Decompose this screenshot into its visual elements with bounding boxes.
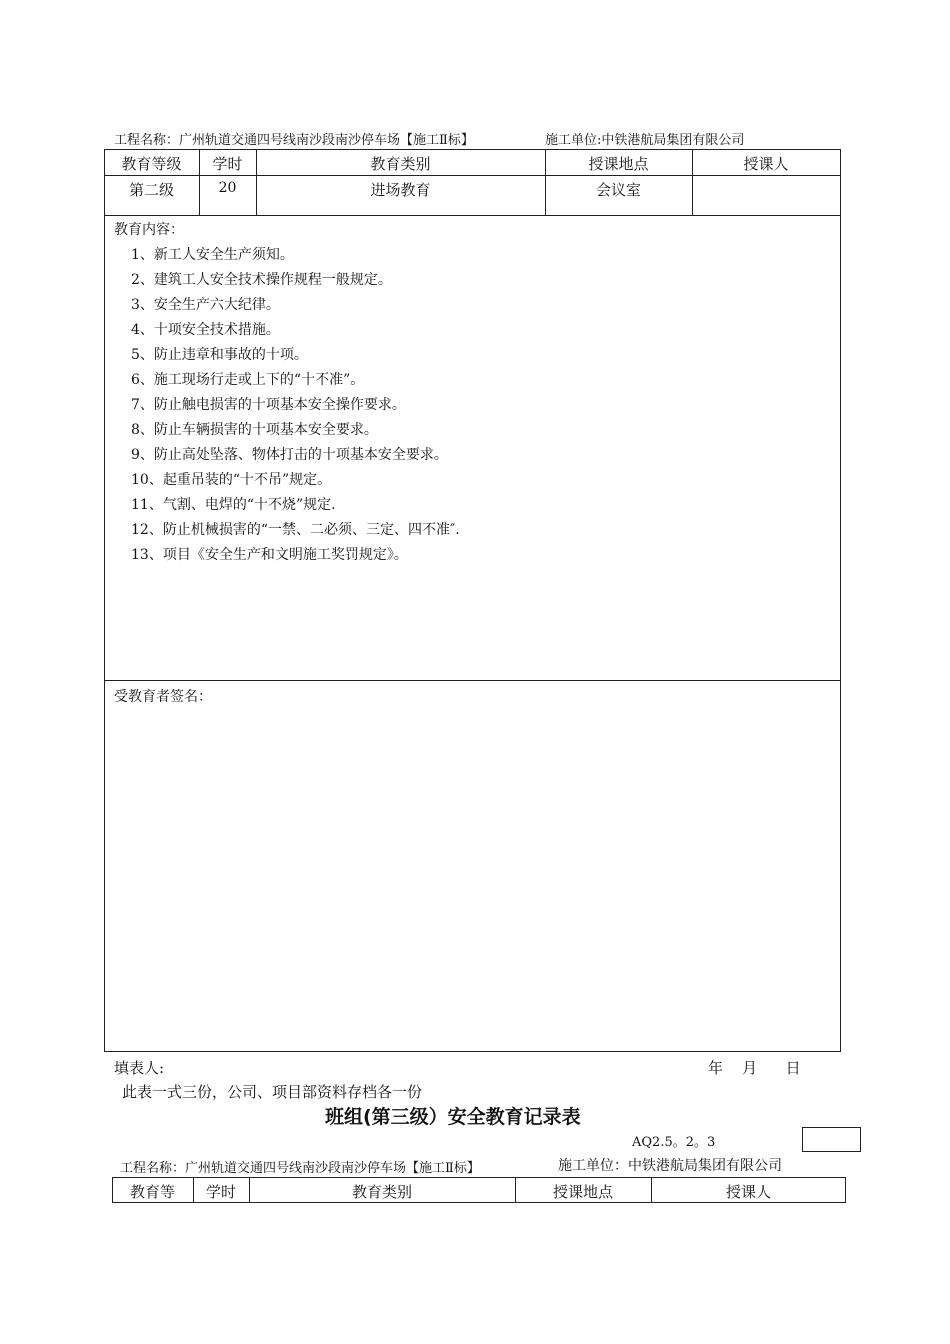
header-education-type: 教育类别 — [370, 155, 431, 173]
header-hours: 学时 — [212, 155, 243, 173]
construction-unit-label: 施工单位:中铁港航局集团有限公司 — [545, 133, 745, 148]
content-item: 13、项目《安全生产和文明施工奖罚规定》。 — [131, 547, 408, 563]
content-item: 9、防止高处坠落、物体打击的十项基本安全要求。 — [131, 447, 448, 463]
content-item: 5、防止违章和事故的十项。 — [131, 347, 308, 363]
value-hours: 20 — [218, 180, 237, 196]
table-divider — [104, 680, 840, 681]
content-heading: 教育内容： — [114, 222, 184, 238]
table-divider — [104, 175, 840, 176]
content-item: 3、安全生产六大纪律。 — [131, 297, 280, 313]
content-item: 8、防止车辆损害的十项基本安全要求。 — [131, 422, 378, 438]
signature-label: 受教育者签名： — [114, 689, 212, 705]
value-education-type: 进场教育 — [370, 181, 431, 199]
content-item: 6、施工现场行走或上下的“十不准”。 — [131, 372, 365, 388]
content-item: 2、建筑工人安全技术操作规程一般规定。 — [131, 272, 392, 288]
header-instructor: 授课人 — [743, 155, 789, 173]
header-education-level: 教育等级 — [121, 155, 182, 173]
value-education-level: 第二级 — [128, 181, 174, 199]
table-divider — [104, 215, 840, 216]
project-name-label: 工程名称：广州轨道交通四号线南沙段南沙停车场【施工Ⅱ标】 — [114, 133, 474, 148]
content-item: 11、气割、电焊的“十不烧”规定. — [131, 497, 336, 513]
copies-note: 此表一式三份，公司、项目部资料存档各一份 — [122, 1083, 423, 1101]
header-hours-2: 学时 — [205, 1183, 236, 1201]
value-venue: 会议室 — [595, 181, 641, 199]
content-item: 4、十项安全技术措施。 — [131, 322, 280, 338]
header-venue-2: 授课地点 — [552, 1183, 613, 1201]
date-label: 年 月 日 — [708, 1059, 801, 1077]
header-education-type-2: 教育类别 — [351, 1183, 412, 1201]
filler-label: 填表人: — [114, 1059, 165, 1077]
form-number-box — [802, 1127, 861, 1152]
content-item: 12、防止机械损害的“一禁、二必须、三定、四不准″. — [131, 522, 460, 538]
content-item: 7、防止触电损害的十项基本安全操作要求。 — [131, 397, 406, 413]
content-item: 1、新工人安全生产须知。 — [131, 247, 294, 263]
header-venue: 授课地点 — [588, 155, 649, 173]
project-name-label-2: 工程名称：广州轨道交通四号线南沙段南沙停车场【施工Ⅱ标】 — [120, 1161, 480, 1176]
header-instructor-2: 授课人 — [725, 1183, 771, 1201]
content-item: 10、起重吊装的“十不吊”规定。 — [131, 472, 332, 488]
header-education-level-2: 教育等 — [129, 1183, 175, 1201]
form-code: AQ2.5。2。3 — [632, 1135, 716, 1150]
construction-unit-label-2: 施工单位：中铁港航局集团有限公司 — [558, 1158, 782, 1174]
form-title: 班组(第三级）安全教育记录表 — [325, 1106, 581, 1128]
